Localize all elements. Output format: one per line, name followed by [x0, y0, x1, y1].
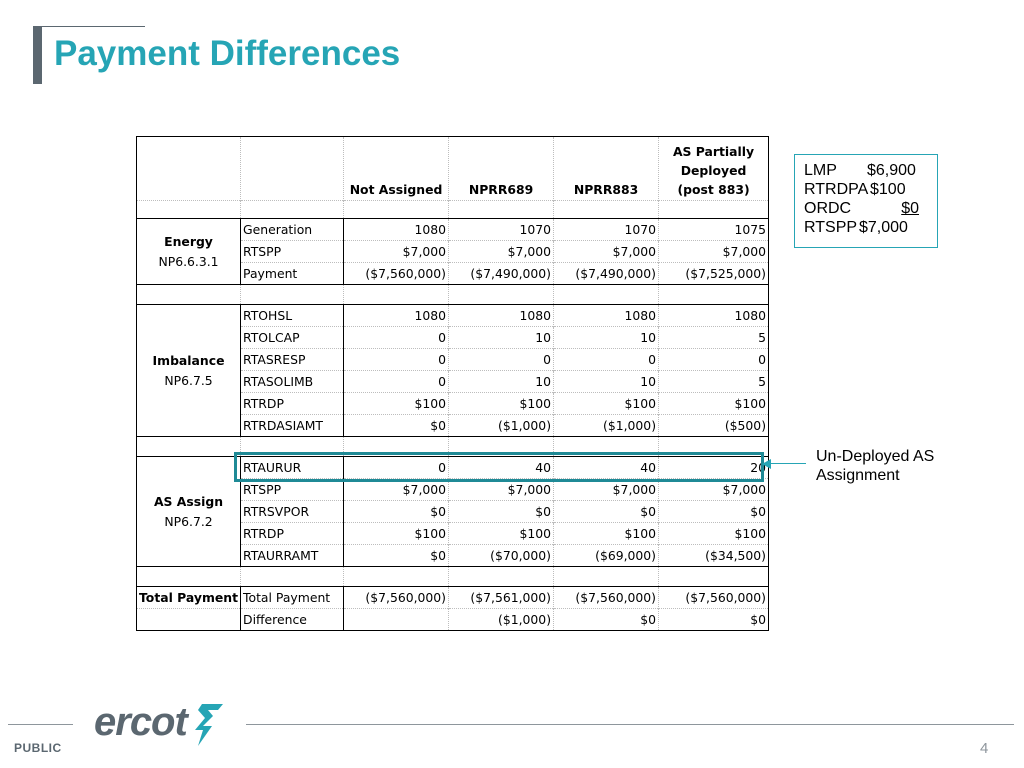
row-label: RTASRESP	[241, 349, 344, 371]
table-row	[137, 609, 769, 631]
value-cell: 5	[659, 327, 769, 349]
value-cell: $0	[344, 501, 449, 523]
value-cell: ($34,500)	[659, 545, 769, 567]
value-cell: 1075	[659, 219, 769, 241]
value-cell: $7,000	[554, 479, 659, 501]
info-label: RTSPP	[804, 219, 858, 236]
info-row	[804, 218, 937, 237]
public-label: PUBLIC	[14, 741, 62, 755]
value-cell: $100	[344, 393, 449, 415]
value-cell: 1080	[449, 305, 554, 327]
table-row	[137, 305, 769, 327]
header-not-assigned: Not Assigned	[344, 137, 449, 201]
value-cell: 0	[344, 457, 449, 479]
group-cell-as-assign	[137, 457, 241, 567]
table-header-row	[137, 137, 769, 201]
row-label: RTSPP	[241, 241, 344, 263]
value-cell: $7,000	[554, 241, 659, 263]
value-cell: ($1,000)	[554, 415, 659, 437]
annotation-text: Un-Deployed AS Assignment	[816, 448, 935, 484]
value-cell: ($7,490,000)	[449, 263, 554, 285]
header-cell-blank-2	[241, 137, 344, 201]
value-cell: 1070	[449, 219, 554, 241]
lightning-bolt-icon	[192, 702, 226, 748]
spacer-row	[137, 201, 769, 219]
row-label: RTAURUR	[241, 457, 344, 479]
group-cell-energy	[137, 219, 241, 285]
footer-rule-right	[246, 724, 1014, 725]
info-value: $0	[901, 200, 919, 217]
table-row	[137, 587, 769, 609]
header-nprr689: NPRR689	[449, 137, 554, 201]
group-name: Imbalance	[152, 352, 225, 368]
value-cell: 40	[554, 457, 659, 479]
value-cell: $0	[554, 501, 659, 523]
value-cell: $7,000	[449, 479, 554, 501]
group-cell-total-payment: Total Payment	[137, 587, 241, 609]
value-cell: $0	[344, 415, 449, 437]
title-top-rule	[33, 26, 145, 27]
price-info-box	[794, 154, 938, 248]
payment-differences-table	[136, 136, 769, 631]
value-cell	[344, 609, 449, 631]
value-cell: $7,000	[659, 241, 769, 263]
value-cell: 0	[449, 349, 554, 371]
value-cell: 10	[554, 327, 659, 349]
value-cell: 1080	[554, 305, 659, 327]
value-cell: ($70,000)	[449, 545, 554, 567]
value-cell: 0	[344, 349, 449, 371]
page-number: 4	[980, 740, 989, 757]
value-cell: $7,000	[344, 479, 449, 501]
value-cell: 1080	[344, 219, 449, 241]
group-section: NP6.7.2	[164, 513, 213, 529]
title-accent-bar	[33, 27, 42, 84]
value-cell: $0	[449, 501, 554, 523]
info-row	[804, 180, 937, 199]
row-label: RTOHSL	[241, 305, 344, 327]
value-cell: 0	[659, 349, 769, 371]
value-cell: ($69,000)	[554, 545, 659, 567]
value-cell: ($7,560,000)	[554, 587, 659, 609]
info-label: LMP	[804, 162, 837, 179]
value-cell: ($7,525,000)	[659, 263, 769, 285]
info-value: $100	[870, 181, 906, 198]
value-cell: 1080	[659, 305, 769, 327]
value-cell: $100	[449, 393, 554, 415]
value-cell: 10	[449, 371, 554, 393]
rtaurur-highlight-box	[234, 452, 764, 482]
annotation-arrow-head	[762, 459, 771, 469]
value-cell: ($7,560,000)	[344, 263, 449, 285]
row-label: Total Payment	[241, 587, 344, 609]
value-cell: $100	[449, 523, 554, 545]
spacer-row	[137, 567, 769, 587]
value-cell: 1070	[554, 219, 659, 241]
info-label: RTRDPA	[804, 181, 869, 198]
value-cell: 0	[344, 327, 449, 349]
group-section: NP6.6.3.1	[158, 253, 219, 269]
row-label: RTSPP	[241, 479, 344, 501]
row-label: RTAURRAMT	[241, 545, 344, 567]
value-cell: $0	[659, 501, 769, 523]
row-label: RTRSVPOR	[241, 501, 344, 523]
info-row	[804, 161, 937, 180]
row-label: Generation	[241, 219, 344, 241]
value-cell: $7,000	[659, 479, 769, 501]
annotation-arrow-line	[768, 463, 806, 464]
group-name: AS Assign	[153, 493, 224, 509]
spacer-row	[137, 285, 769, 305]
value-cell: 10	[554, 371, 659, 393]
value-cell: $100	[554, 523, 659, 545]
value-cell: $100	[659, 523, 769, 545]
value-cell: 0	[344, 371, 449, 393]
logo-wordmark: ercot	[94, 700, 187, 744]
row-label: RTASOLIMB	[241, 371, 344, 393]
row-label: RTRDP	[241, 393, 344, 415]
value-cell: 10	[449, 327, 554, 349]
info-row	[804, 199, 937, 218]
value-cell: $7,000	[449, 241, 554, 263]
value-cell: ($1,000)	[449, 609, 554, 631]
value-cell: $0	[344, 545, 449, 567]
ercot-logo	[94, 700, 234, 752]
row-label: RTRDP	[241, 523, 344, 545]
info-label: ORDC	[804, 200, 852, 217]
value-cell: $0	[659, 609, 769, 631]
table-row	[137, 219, 769, 241]
value-cell: $100	[659, 393, 769, 415]
group-name: Energy	[164, 233, 213, 249]
footer-rule-left	[8, 724, 73, 725]
value-cell: ($7,560,000)	[344, 587, 449, 609]
value-cell: $100	[554, 393, 659, 415]
info-value: $6,900	[867, 162, 916, 179]
page-title: Payment Differences	[54, 34, 401, 73]
value-cell: ($500)	[659, 415, 769, 437]
value-cell: 40	[449, 457, 554, 479]
value-cell: ($7,560,000)	[659, 587, 769, 609]
group-cell-imbalance	[137, 305, 241, 437]
value-cell: $7,000	[344, 241, 449, 263]
value-cell: ($7,490,000)	[554, 263, 659, 285]
value-cell: $100	[344, 523, 449, 545]
info-value: $7,000	[859, 219, 908, 236]
group-section: NP6.7.5	[164, 372, 213, 388]
value-cell: ($7,561,000)	[449, 587, 554, 609]
row-label: RTRDASIAMT	[241, 415, 344, 437]
header-cell-blank-1	[137, 137, 241, 201]
row-label: Payment	[241, 263, 344, 285]
value-cell: 5	[659, 371, 769, 393]
row-label: Difference	[241, 609, 344, 631]
value-cell: 1080	[344, 305, 449, 327]
header-as-partially-deployed: AS Partially Deployed (post 883)	[659, 137, 769, 201]
value-cell: 20	[659, 457, 769, 479]
value-cell: ($1,000)	[449, 415, 554, 437]
value-cell: $0	[554, 609, 659, 631]
header-nprr883: NPRR883	[554, 137, 659, 201]
row-label: RTOLCAP	[241, 327, 344, 349]
value-cell: 0	[554, 349, 659, 371]
empty-cell	[137, 609, 241, 631]
